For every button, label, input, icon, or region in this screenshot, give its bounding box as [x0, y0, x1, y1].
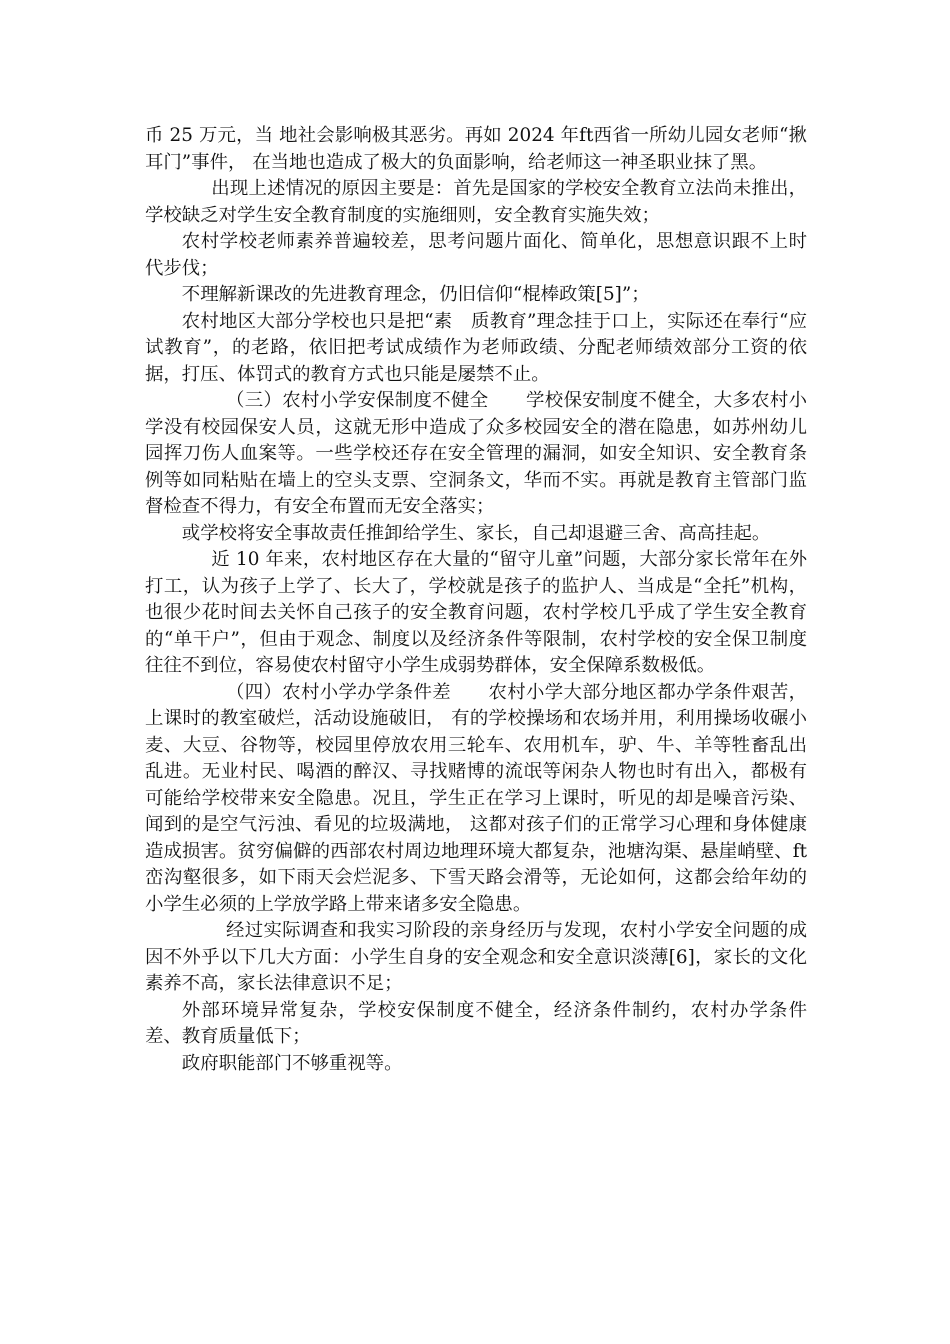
paragraph-4: 不理解新课改的先进教育理念，仍旧信仰“棍棒政策[5]”； [181, 284, 650, 305]
paragraph-6: （三）农村小学安保制度不健全 学校保安制度不健全，大多农村小学没有校园保安人员，这就无形中造成了众多校园安全的潜在隐患，如苏州幼儿园挥刀伤人血案等。一些学校还存在安全管理的漏洞，如安全知识、安全教育条例等如同粘贴在墙上的空头支票、空洞条文，华而不实。再就是教育主管部门监督检查不得力，有安全布置而无安全落实； [145, 390, 807, 517]
paragraph-7: 或学校将安全事故责任推卸给学生、家长，自己却退避三舍、高高挂起。 [181, 522, 771, 544]
document-body [145, 123, 807, 1077]
paragraph-11: 外部环境异常复杂，学校安保制度不健全，经济条件制约，农村办学条件差、教育质量低下； [145, 999, 807, 1047]
paragraph-3: 农村学校老师素养普遍较差，思考问题片面化、简单化，思想意识跟不上时代步伐； [145, 231, 807, 279]
paragraph-2: 出现上述情况的原因主要是：首先是国家的学校安全教育立法尚未推出，学校缺乏对学生安全教育制度的实施细则，安全教育实施失效； [145, 178, 807, 226]
paragraph-9: （四）农村小学办学条件差 农村小学大部分地区都办学条件艰苦，上课时的教室破烂，活动设施破旧， 有的学校操场和农场并用，利用操场收碾小麦、大豆、谷物等，校园里停放农用三轮车、农用机车，驴、牛、羊等牲畜乱出乱进。无业村民、喝酒的醉汉、寻找赌博的流氓等闲杂人物也时有出入，都极有可能给学校带来安全隐患。况且，学生正在学习上课时，听见的却是噪音污染、闻到的是空气污浊、看见的垃圾满地， 这都对孩子们的正常学习心理和身体健康造成损害。贫穷偏僻的西部农村周边地理环境大都复杂，池塘沟渠、悬崖峭壁、ft峦沟壑很多，如下雨天会烂泥多、下雪天路会滑等，无论如何，这都会给年幼的小学生必须的上学放学路上带来诸多安全隐患。 [145, 681, 807, 915]
paragraph-12: 政府职能部门不够重视等。 [181, 1052, 403, 1074]
paragraph-8: 近 10 年来，农村地区存在大量的“留守儿童”问题，大部分家长常年在外打工，认为孩子上学了、长大了，学校就是孩子的监护人、当成是“全托”机构， 也很少花时间去关怀自己孩子的安全教育问题，农村学校几乎成了学生安全教育的“单干户”，但由于观念、制度以及经济条件等限制，农村学校的安全保卫制度往往不到位，容易使农村留守小学生成弱势群体，安全保障系数极低。 [145, 549, 807, 676]
paragraph-10: 经过实际调查和我实习阶段的亲身经历与发现，农村小学安全问题的成因不外乎以下几大方面：小学生自身的安全观念和安全意识淡薄[6]，家长的文化素养不高，家长法律意识不足； [145, 920, 807, 994]
paragraph-1: 币 25 万元，当 地社会影响极其恶劣。再如 2024 年ft西省一所幼儿园女老师“揪耳门”事件， 在当地也造成了极大的负面影响，给老师这一神圣职业抹了黑。 [145, 125, 807, 173]
paragraph-5: 农村地区大部分学校也只是把“素 质教育”理念挂于口上，实际还在奉行“应试教育”，的老路，依旧把考试成绩作为老师政绩、分配老师绩效部分工资的依据，打压、体罚式的教育方式也只能是屡禁不止。 [145, 310, 807, 385]
